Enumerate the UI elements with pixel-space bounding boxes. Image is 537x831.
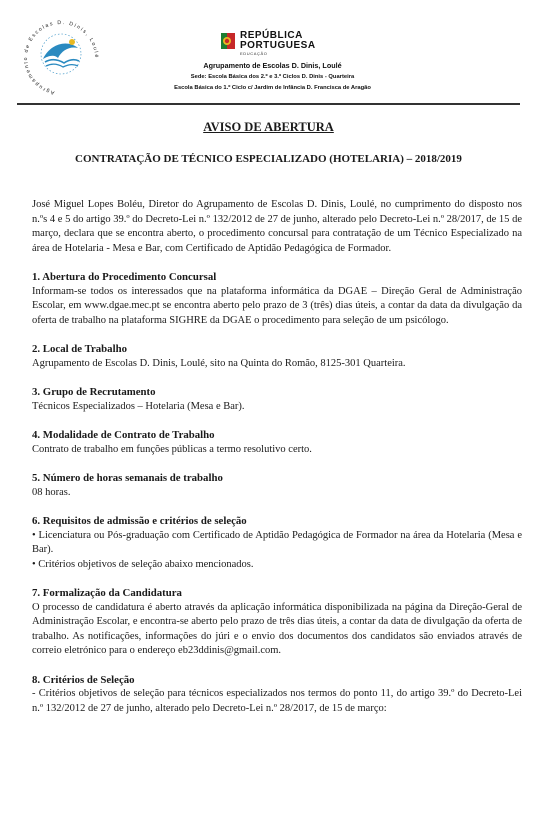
section-heading: 1. Abertura do Procedimento Concursal xyxy=(32,271,217,283)
section-heading: 5. Número de horas semanais de trabalho xyxy=(32,472,223,484)
republic-title xyxy=(240,31,316,51)
document-title xyxy=(0,120,537,135)
section-text: Informam-se todos os interessados que na plataforma informática da DGAE – Direção Geral de Administração Escolar, em www.dgae.mec.pt se encontra aberto pelo prazo de 3 (três) dias úteis, a contar da data da divulgação da oferta de trabalho na plataforma SIGHRE da DGAE o procedimento para seleção de um psicólogo. xyxy=(32,285,522,326)
section-text: 08 horas. xyxy=(32,486,71,498)
section-8 xyxy=(32,673,522,717)
republic-subtitle: EDUCAÇÃO xyxy=(240,51,268,56)
section-5 xyxy=(32,471,522,500)
section-6 xyxy=(32,514,522,572)
section-heading: 8. Critérios de Seleção xyxy=(32,673,135,686)
document-title-text: AVISO DE ABERTURA xyxy=(203,120,334,134)
section-text: - Critérios objetivos de seleção para técnicos especializados nos termos do ponto 11, do artigo 39.º do Decreto-Lei n.º 132/2012 de 27 de junho, alterado pelo Decreto-Lei n.º 28/2017, de 15 de março: xyxy=(32,688,522,714)
section-heading: 2. Local de Trabalho xyxy=(32,343,127,355)
document-subtitle: CONTRATAÇÃO DE TÉCNICO ESPECIALIZADO (HOTELARIA) – 2018/2019 xyxy=(75,153,462,165)
header-divider xyxy=(17,103,520,105)
section-text: Técnicos Especializados – Hotelaria (Mesa e Bar). xyxy=(32,400,245,412)
section-text: Agrupamento de Escolas D. Dinis, Loulé, sito na Quinta do Romão, 8125-301 Quarteira. xyxy=(32,357,406,369)
school-address-line-2: Escola Básica do 1.º Ciclo c/ Jardim de Infância D. Francisca de Aragão xyxy=(174,85,371,91)
svg-text:Agrupamento de Escolas D. Dini xyxy=(23,20,99,95)
section-7 xyxy=(32,586,522,659)
section-text: O processo de candidatura é aberto através da aplicação informática disponibilizada na página da Direção-Geral de Administração Escolar, e encontra-se aberto pelo prazo de três dias úteis, a contar da data de divulgação da oferta de trabalho. As notificações, informações do júri e o envio dos documentos dos candidatos são enviados através de correio eletrónico para o endereço eb23ddinis@gmail.com. xyxy=(32,601,522,656)
section-bullet: • Licenciatura ou Pós-graduação com Certificado de Aptidão Pedagógica de Formador na área da Hotelaria (Mesa e Bar). xyxy=(32,529,522,555)
section-bullet: • Critérios objetivos de seleção abaixo mencionados. xyxy=(32,558,254,570)
republic-line-1: REPÚBLICA xyxy=(240,30,303,41)
section-heading: 7. Formalização da Candidatura xyxy=(32,587,182,599)
school-name: Agrupamento de Escolas D. Dinis, Loulé xyxy=(203,61,342,70)
school-address-line-1: Sede: Escola Básica dos 2.º e 3.º Ciclos D. Dinis - Quarteira xyxy=(190,74,355,80)
republic-line-2: PORTUGUESA xyxy=(240,40,316,51)
section-3 xyxy=(32,385,522,414)
section-2 xyxy=(32,342,522,371)
document-body xyxy=(32,198,522,716)
section-heading: 4. Modalidade de Contrato de Trabalho xyxy=(32,429,215,441)
section-text: Contrato de trabalho em funções públicas a termo resolutivo certo. xyxy=(32,443,312,455)
section-heading: 6. Requisitos de admissão e critérios de seleção xyxy=(32,515,247,527)
school-logo xyxy=(12,14,110,98)
section-heading: 3. Grupo de Recrutamento xyxy=(32,386,156,398)
republic-crest-icon xyxy=(220,32,236,50)
section-4 xyxy=(32,428,522,457)
logo-ring-text: Agrupamento de Escolas D. Dinis, Loulé xyxy=(23,19,100,96)
intro-paragraph: José Miguel Lopes Boléu, Diretor do Agrupamento de Escolas D. Dinis, Loulé, no cumprimento do disposto nos n.ºs 4 e 5 do artigo 39.º do Decreto-Lei n.º 132/2012 de 27 de junho, alterado pelo Decreto-Lei n.º 28/2017, de 15 de março, declara que se encontra aberto, o procedimento concursal para contratação de um Técnico Especializado na área de Hotelaria - Mesa e Bar, com Certificado de Aptidão Pedagógica de Formador. xyxy=(32,199,522,254)
section-1 xyxy=(32,270,522,328)
